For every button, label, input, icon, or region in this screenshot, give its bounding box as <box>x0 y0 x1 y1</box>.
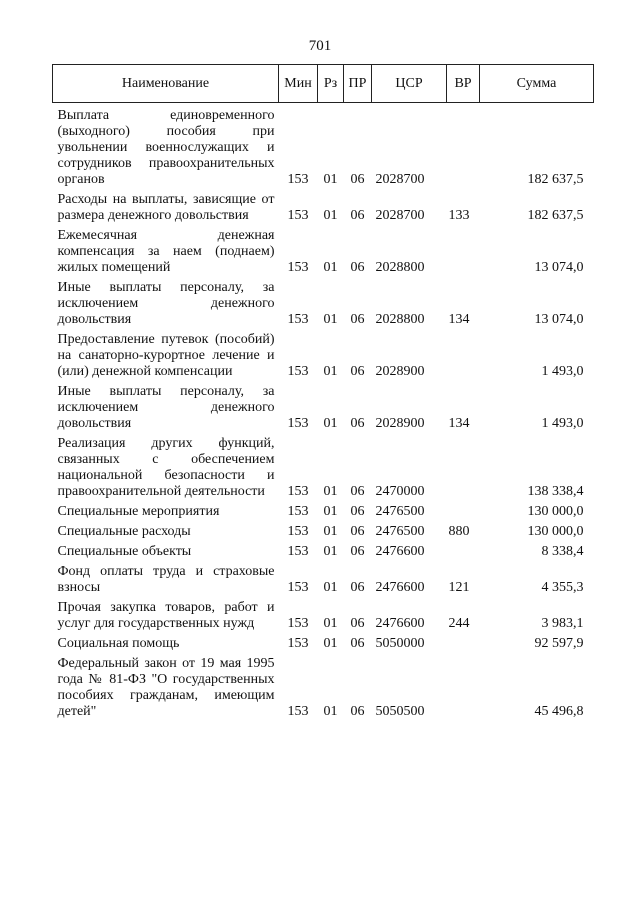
table-row <box>53 524 594 544</box>
row-vr <box>447 332 480 384</box>
row-name: Расходы на выплаты, зависящие от размера денежного довольствия <box>57 192 275 223</box>
row-sum: 1 493,0 <box>541 416 584 431</box>
header-rz: Рз <box>318 65 344 103</box>
row-name: Социальная помощь <box>57 636 180 651</box>
row-min: 153 <box>287 208 309 223</box>
table-header <box>53 65 594 103</box>
row-csr: 2028800 <box>375 312 425 327</box>
row-vr <box>447 656 480 724</box>
header-csr: ЦСР <box>372 65 447 103</box>
row-name: Фонд оплаты труда и страховые взносы <box>57 564 275 595</box>
row-pr: 06 <box>350 364 365 379</box>
row-sum: 13 074,0 <box>534 312 584 327</box>
row-min: 153 <box>287 312 309 327</box>
row-rz: 01 <box>323 616 338 631</box>
row-rz: 01 <box>323 484 338 499</box>
row-sum: 45 496,8 <box>534 704 584 719</box>
row-rz: 01 <box>323 260 338 275</box>
row-sum: 130 000,0 <box>527 504 584 519</box>
row-rz: 01 <box>323 172 338 187</box>
row-pr: 06 <box>350 172 365 187</box>
row-vr <box>447 228 480 280</box>
row-pr: 06 <box>350 260 365 275</box>
row-sum: 182 637,5 <box>527 208 584 223</box>
row-csr: 2028900 <box>375 416 425 431</box>
row-rz: 01 <box>323 524 338 539</box>
row-name: Иные выплаты персоналу, за исключением денежного довольствия <box>57 280 275 327</box>
table-row <box>53 436 594 504</box>
row-rz: 01 <box>323 504 338 519</box>
row-pr: 06 <box>350 704 365 719</box>
row-pr: 06 <box>350 544 365 559</box>
row-vr <box>447 504 480 524</box>
row-name: Специальные расходы <box>57 524 191 539</box>
row-min: 153 <box>287 504 309 519</box>
table-row <box>53 103 594 193</box>
header-min: Мин <box>279 65 318 103</box>
row-csr: 2028700 <box>375 172 425 187</box>
row-min: 153 <box>287 704 309 719</box>
row-rz: 01 <box>323 704 338 719</box>
table-row <box>53 228 594 280</box>
row-min: 153 <box>287 364 309 379</box>
table-row <box>53 564 594 600</box>
budget-table <box>52 64 594 724</box>
row-vr <box>447 544 480 564</box>
row-csr: 2470000 <box>375 484 425 499</box>
row-rz: 01 <box>323 636 338 651</box>
row-min: 153 <box>287 636 309 651</box>
row-min: 153 <box>287 524 309 539</box>
row-vr: 121 <box>448 580 470 595</box>
row-min: 153 <box>287 580 309 595</box>
row-pr: 06 <box>350 524 365 539</box>
row-sum: 1 493,0 <box>541 364 584 379</box>
table-row <box>53 332 594 384</box>
row-rz: 01 <box>323 208 338 223</box>
row-rz: 01 <box>323 364 338 379</box>
row-rz: 01 <box>323 544 338 559</box>
row-csr: 2476600 <box>375 580 425 595</box>
row-sum: 8 338,4 <box>541 544 584 559</box>
row-pr: 06 <box>350 580 365 595</box>
row-sum: 130 000,0 <box>527 524 584 539</box>
row-csr: 2028700 <box>375 208 425 223</box>
header-pr: ПР <box>344 65 372 103</box>
row-min: 153 <box>287 484 309 499</box>
table-row <box>53 504 594 524</box>
row-min: 153 <box>287 260 309 275</box>
row-csr: 2028800 <box>375 260 425 275</box>
page-number: 701 <box>308 38 332 54</box>
row-min: 153 <box>287 616 309 631</box>
row-csr: 2028900 <box>375 364 425 379</box>
row-pr: 06 <box>350 484 365 499</box>
table-row <box>53 600 594 636</box>
row-name: Реализация других функций, связанных с обеспечением национальной безопасности и правоохранительной деятельности <box>57 436 275 499</box>
row-sum: 3 983,1 <box>541 616 584 631</box>
row-vr <box>447 636 480 656</box>
row-csr: 5050000 <box>375 636 425 651</box>
row-name: Специальные мероприятия <box>57 504 220 519</box>
row-min: 153 <box>287 416 309 431</box>
row-name: Ежемесячная денежная компенсация за наем (поднаем) жилых помещений <box>57 228 275 275</box>
header-name: Наименование <box>53 65 279 103</box>
header-sum: Сумма <box>480 65 594 103</box>
row-name: Федеральный закон от 19 мая 1995 года № 81-ФЗ "О государственных пособиях гражданам, имеющим детей" <box>57 656 275 719</box>
row-pr: 06 <box>350 312 365 327</box>
row-vr: 244 <box>448 616 470 631</box>
header-vr: ВР <box>447 65 480 103</box>
row-vr: 134 <box>448 416 470 431</box>
row-min: 153 <box>287 172 309 187</box>
row-csr: 2476600 <box>375 616 425 631</box>
table-row <box>53 192 594 228</box>
row-csr: 2476500 <box>375 524 425 539</box>
table-body <box>53 103 594 725</box>
row-csr: 5050500 <box>375 704 425 719</box>
row-vr <box>447 103 480 193</box>
row-name: Прочая закупка товаров, работ и услуг для государственных нужд <box>57 600 275 631</box>
row-vr: 134 <box>448 312 470 327</box>
row-name: Иные выплаты персоналу, за исключением денежного довольствия <box>57 384 275 431</box>
table-row <box>53 636 594 656</box>
row-pr: 06 <box>350 416 365 431</box>
table-row <box>53 656 594 724</box>
header-row <box>53 65 594 103</box>
row-pr: 06 <box>350 636 365 651</box>
row-csr: 2476600 <box>375 544 425 559</box>
row-sum: 138 338,4 <box>527 484 584 499</box>
row-sum: 92 597,9 <box>534 636 584 651</box>
row-vr: 133 <box>448 208 470 223</box>
row-sum: 182 637,5 <box>527 172 584 187</box>
row-csr: 2476500 <box>375 504 425 519</box>
row-vr <box>447 436 480 504</box>
row-name: Специальные объекты <box>57 544 192 559</box>
table-row <box>53 384 594 436</box>
row-sum: 4 355,3 <box>541 580 584 595</box>
table-row <box>53 280 594 332</box>
row-pr: 06 <box>350 208 365 223</box>
row-pr: 06 <box>350 616 365 631</box>
row-min: 153 <box>287 544 309 559</box>
row-pr: 06 <box>350 504 365 519</box>
row-vr: 880 <box>448 524 470 539</box>
row-rz: 01 <box>323 312 338 327</box>
row-name: Выплата единовременного (выходного) пособия при увольнении военнослужащих и сотрудников правоохранительных органов <box>57 108 275 187</box>
table-row <box>53 544 594 564</box>
row-sum: 13 074,0 <box>534 260 584 275</box>
row-rz: 01 <box>323 580 338 595</box>
row-rz: 01 <box>323 416 338 431</box>
row-name: Предоставление путевок (пособий) на санаторно-курортное лечение и (или) денежной компенсации <box>57 332 275 379</box>
